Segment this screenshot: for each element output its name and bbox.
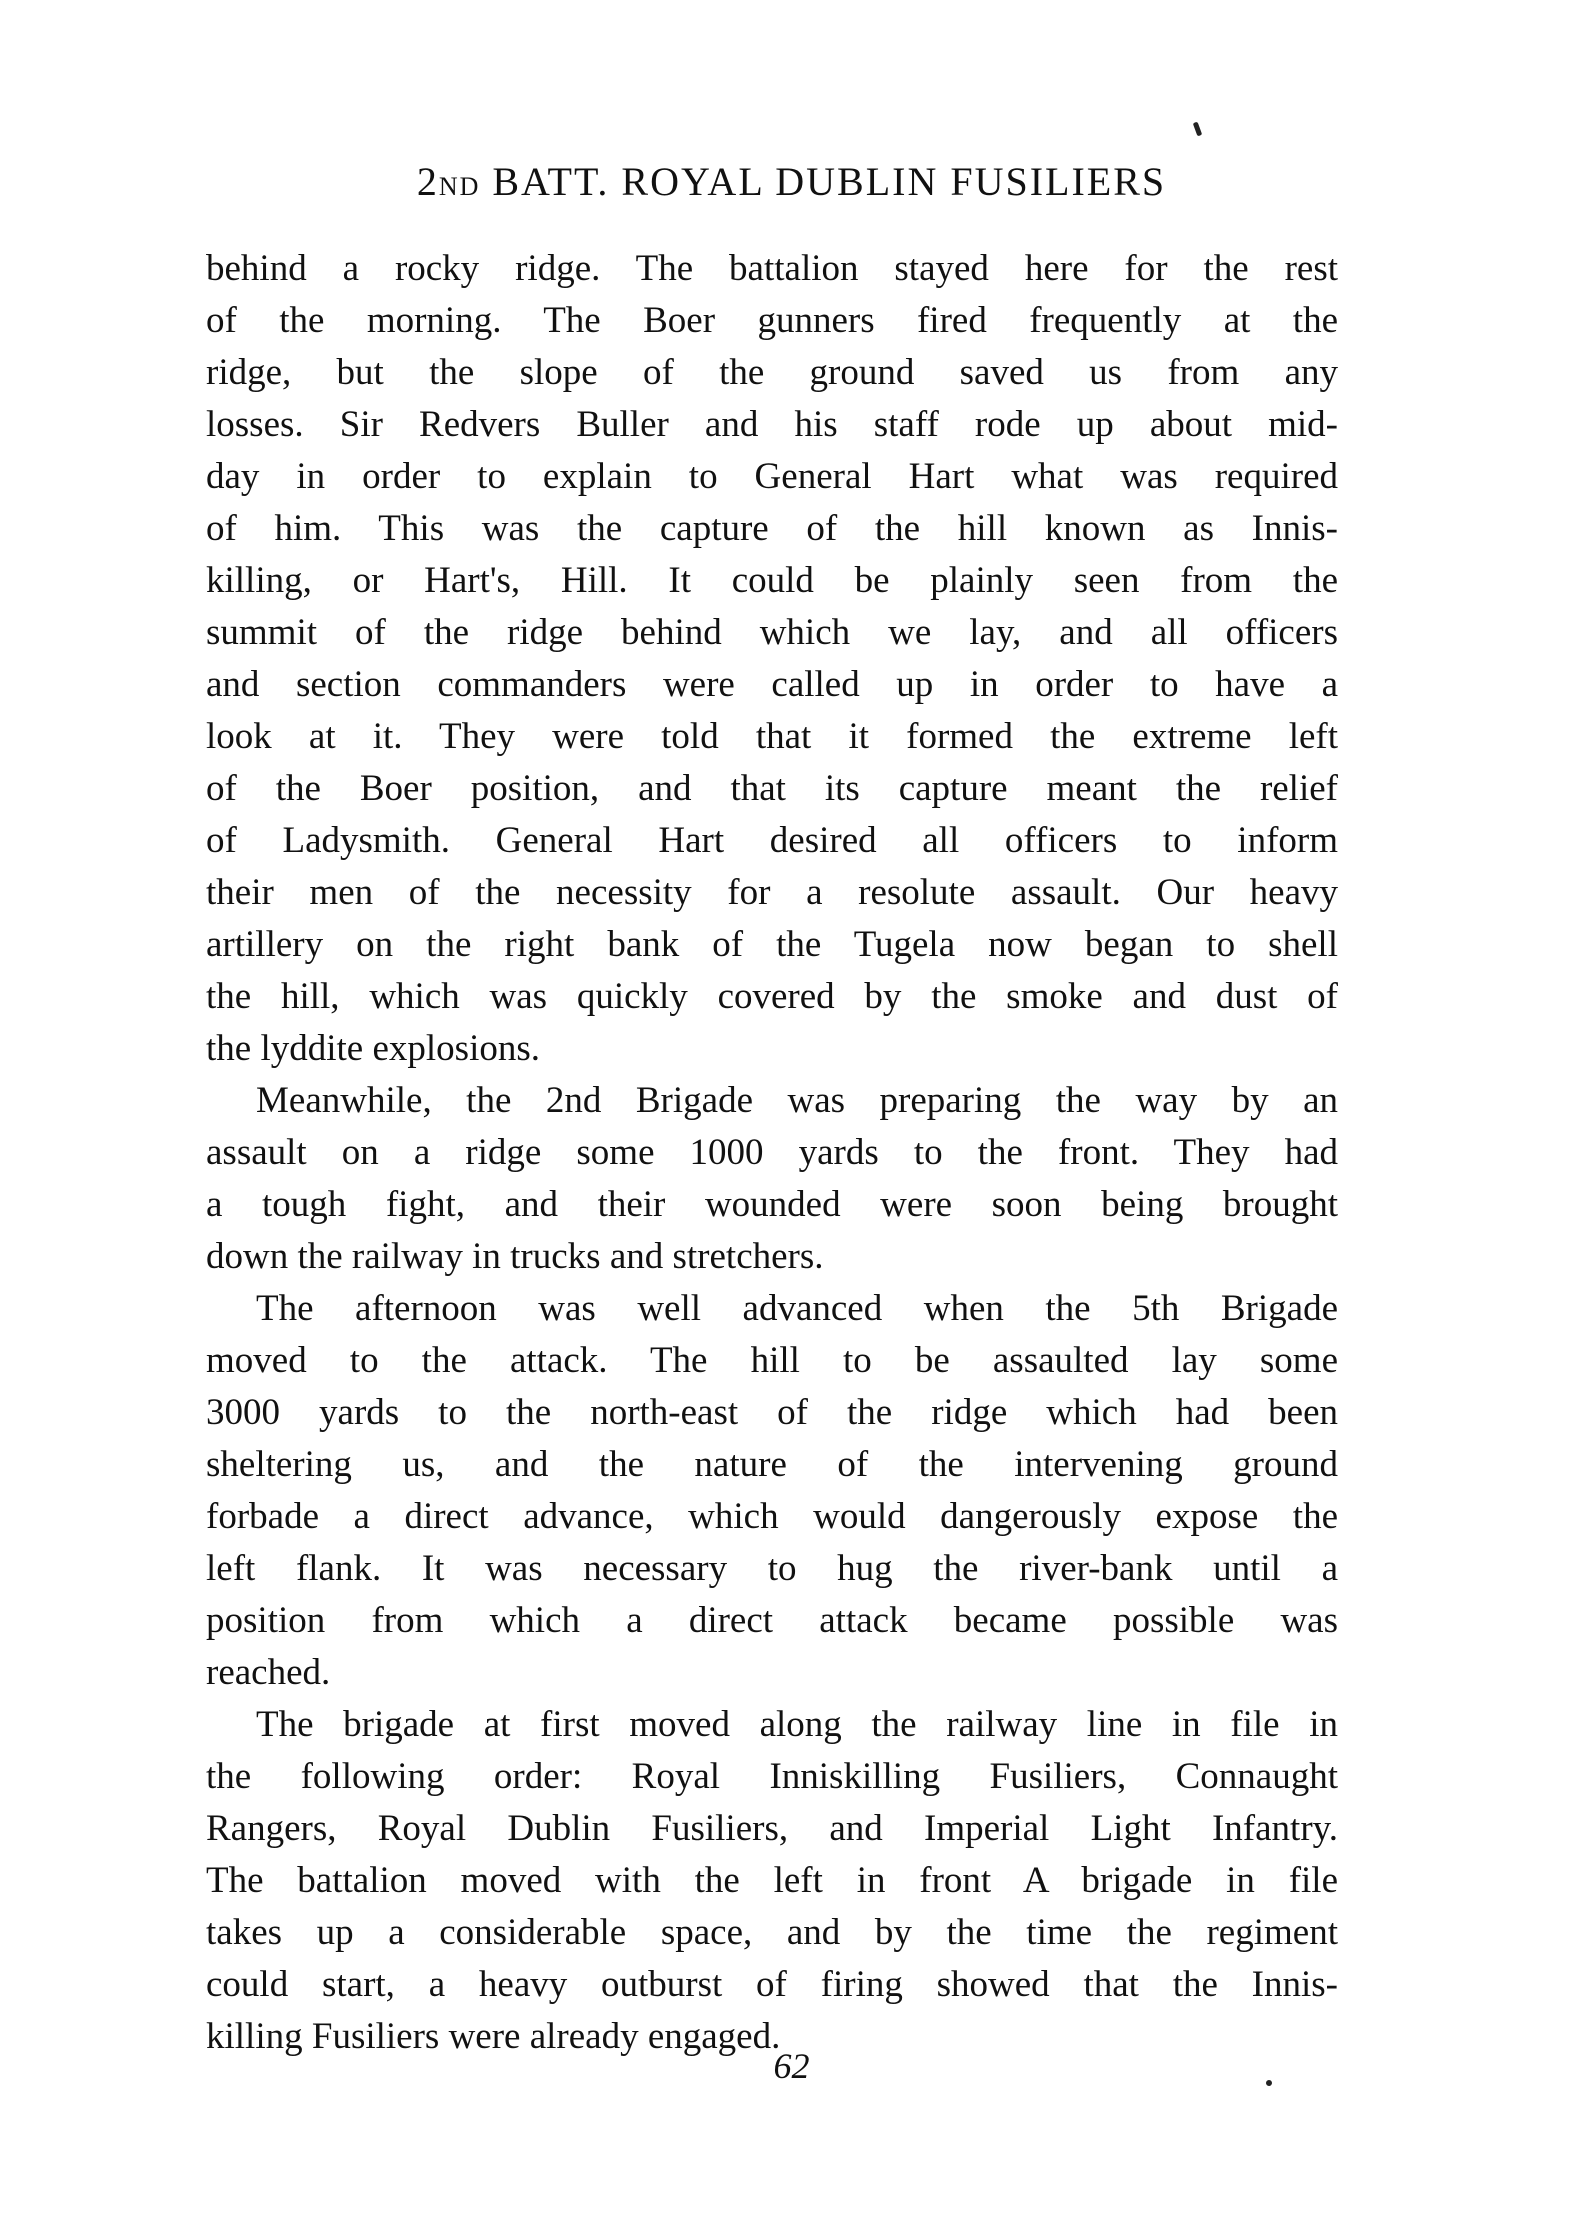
- text-line: position from which a direct attack became possible was: [206, 1600, 1338, 1641]
- text-line: The battalion moved with the left in front A brigade in file: [206, 1860, 1338, 1901]
- text-line: of Ladysmith. General Hart desired all officers to inform: [206, 820, 1338, 861]
- text-line: the lyddite explosions.: [206, 1028, 540, 1069]
- text-line: Meanwhile, the 2nd Brigade was preparing the way by an: [256, 1080, 1338, 1121]
- text-line: of the morning. The Boer gunners fired frequently at the: [206, 300, 1338, 341]
- text-line: killing, or Hart's, Hill. It could be plainly seen from the: [206, 560, 1338, 601]
- scan-speck: [1266, 2080, 1272, 2086]
- text-line: of the Boer position, and that its capture meant the relief: [206, 768, 1338, 809]
- text-line: Rangers, Royal Dublin Fusiliers, and Imperial Light Infantry.: [206, 1808, 1338, 1849]
- text-line: The afternoon was well advanced when the 5th Brigade: [256, 1288, 1338, 1329]
- text-line: 3000 yards to the north-east of the ridge which had been: [206, 1392, 1338, 1433]
- text-line: assault on a ridge some 1000 yards to the front. They had: [206, 1132, 1338, 1173]
- text-line: forbade a direct advance, which would dangerously expose the: [206, 1496, 1338, 1537]
- body-text: [206, 243, 1338, 2063]
- text-line: their men of the necessity for a resolute assault. Our heavy: [206, 872, 1338, 913]
- text-line: artillery on the right bank of the Tugela now began to shell: [206, 924, 1338, 965]
- page-number: 62: [773, 2046, 810, 2086]
- text-line: behind a rocky ridge. The battalion stayed here for the rest: [206, 248, 1338, 289]
- text-line: and section commanders were called up in order to have a: [206, 664, 1338, 705]
- text-line: down the railway in trucks and stretchers.: [206, 1236, 824, 1277]
- running-header: [0, 158, 1583, 205]
- text-line: a tough fight, and their wounded were soon being brought: [206, 1184, 1338, 1225]
- text-line: look at it. They were told that it formed the extreme left: [206, 716, 1338, 757]
- text-line: day in order to explain to General Hart what was required: [206, 456, 1338, 497]
- text-line: left flank. It was necessary to hug the river-bank until a: [206, 1548, 1338, 1589]
- text-line: of him. This was the capture of the hill known as Innis-: [206, 508, 1338, 549]
- text-line: The brigade at first moved along the railway line in file in: [256, 1704, 1338, 1745]
- text-line: could start, a heavy outburst of firing showed that the Innis-: [206, 1964, 1338, 2005]
- text-line: killing Fusiliers were already engaged.: [206, 2016, 781, 2057]
- text-line: sheltering us, and the nature of the intervening ground: [206, 1444, 1338, 1485]
- header-ordinal: 2: [416, 159, 439, 204]
- text-line: reached.: [206, 1652, 331, 1693]
- text-line: losses. Sir Redvers Buller and his staff rode up about mid-: [206, 404, 1338, 445]
- header-title: BATT. ROYAL DUBLIN FUSILIERS: [492, 159, 1167, 204]
- text-line: the hill, which was quickly covered by the smoke and dust of: [206, 976, 1338, 1017]
- scan-speck: [1193, 122, 1202, 137]
- text-line: ridge, but the slope of the ground saved us from any: [206, 352, 1338, 393]
- text-line: takes up a considerable space, and by the time the regiment: [206, 1912, 1338, 1953]
- text-line: summit of the ridge behind which we lay, and all officers: [206, 612, 1338, 653]
- text-line: the following order: Royal Inniskilling Fusiliers, Connaught: [206, 1756, 1338, 1797]
- text-line: moved to the attack. The hill to be assaulted lay some: [206, 1340, 1338, 1381]
- header-ordinal-suffix: ND: [438, 172, 481, 201]
